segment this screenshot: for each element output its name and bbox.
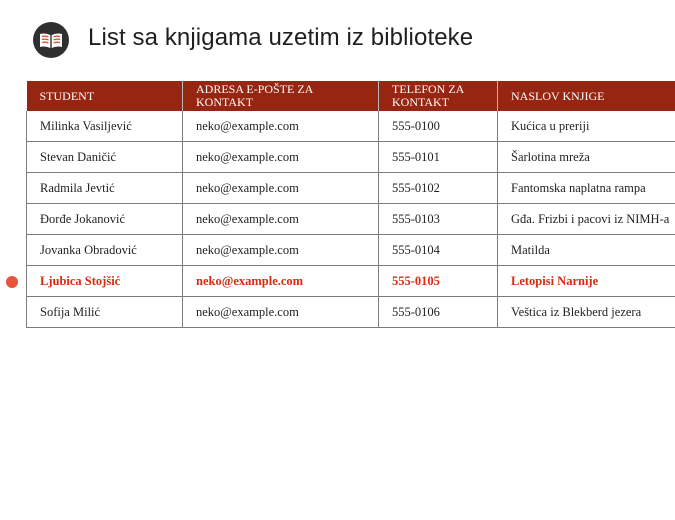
cell-email: neko@example.com — [183, 111, 379, 142]
cell-email: neko@example.com — [183, 266, 379, 297]
column-header-student: STUDENT — [27, 81, 183, 111]
column-header-email: ADRESA E-POŠTE ZA KONTAKT — [183, 81, 379, 111]
table-row — [27, 111, 675, 142]
column-header-phone: TELEFON ZA KONTAKT — [379, 81, 498, 111]
cell-phone: 555-0103 — [379, 204, 498, 235]
highlighted-table-row — [27, 266, 675, 297]
table-row — [27, 297, 675, 328]
cell-book-title: Matilda — [498, 235, 675, 266]
cell-email: neko@example.com — [183, 235, 379, 266]
cell-book-title: Fantomska naplatna rampa — [498, 173, 675, 204]
cell-email: neko@example.com — [183, 204, 379, 235]
cell-email: neko@example.com — [183, 297, 379, 328]
cell-student: Sofija Milić — [27, 297, 183, 328]
table-row — [27, 173, 675, 204]
books-table — [26, 81, 675, 328]
cell-student: Jovanka Obradović — [27, 235, 183, 266]
cell-book-title: Kućica u preriji — [498, 111, 675, 142]
page-title: List sa knjigama uzetim iz biblioteke — [88, 24, 474, 51]
cell-student: Milinka Vasiljević — [27, 111, 183, 142]
books-table-container — [26, 81, 675, 328]
table-row — [27, 142, 675, 173]
cell-email: neko@example.com — [183, 173, 379, 204]
cell-phone: 555-0100 — [379, 111, 498, 142]
cell-email: neko@example.com — [183, 142, 379, 173]
cell-book-title: Letopisi Narnije — [498, 266, 675, 297]
cell-phone: 555-0102 — [379, 173, 498, 204]
table-row — [27, 235, 675, 266]
cell-phone: 555-0106 — [379, 297, 498, 328]
cell-book-title: Gđa. Frizbi i pacovi iz NIMH-a — [498, 204, 675, 235]
cell-phone: 555-0105 — [379, 266, 498, 297]
column-header-book-title: NASLOV KNJIGE — [498, 81, 675, 111]
cell-student: Stevan Daničić — [27, 142, 183, 173]
open-book-icon — [33, 22, 69, 58]
cell-book-title: Šarlotina mreža — [498, 142, 675, 173]
cell-phone: 555-0101 — [379, 142, 498, 173]
cell-student: Ljubica Stojšić — [27, 266, 183, 297]
cell-phone: 555-0104 — [379, 235, 498, 266]
cell-student: Radmila Jevtić — [27, 173, 183, 204]
row-marker-dot — [6, 276, 18, 288]
table-row — [27, 204, 675, 235]
table-header-row — [27, 81, 675, 111]
cell-book-title: Veštica iz Blekberd jezera — [498, 297, 675, 328]
cell-student: Đorđe Jokanović — [27, 204, 183, 235]
